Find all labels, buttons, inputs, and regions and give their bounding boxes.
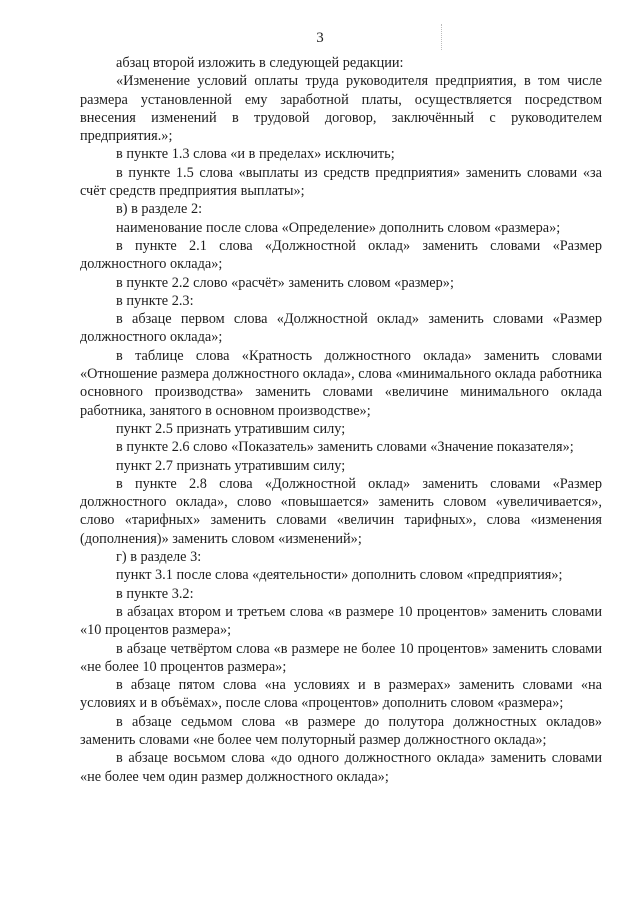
paragraph: в абзаце пятом слова «на условиях и в размерах» заменить словами «на условиях и в объёмах», после слова «процентов» дополнить словом «размера»; xyxy=(80,677,602,712)
paragraph: пункт 2.5 признать утратившим силу; xyxy=(116,420,346,437)
paragraph: в пункте 2.3: xyxy=(116,292,194,309)
paragraph: в пункте 2.8 слова «Должностной оклад» заменить словами «Размер должностного оклада», слово «повышается» заменить словом «увеличивается», слово «тарифных» заменить словами «величин тарифных», слова «изменения (дополнения)» заменить словом «изменений»; xyxy=(80,475,602,547)
paragraph: абзац второй изложить в следующей редакции: xyxy=(116,55,404,71)
paragraph: в пункте 2.1 слова «Должностной оклад» заменить словами «Размер должностного оклада»; xyxy=(80,237,602,273)
paragraph: в абзаце восьмом слова «до одного должностного оклада» заменить словами «не более чем один размер должностного оклада»; xyxy=(80,750,602,785)
paragraph: пункт 2.7 признать утратившим силу; xyxy=(116,457,346,474)
paragraph: наименование после слова «Определение» дополнить словом «размера»; xyxy=(116,219,561,236)
paragraph: в пункте 1.3 слова «и в пределах» исключить; xyxy=(116,146,395,163)
paragraph: в абзаце четвёртом слова «в размере не более 10 процентов» заменить словами «не более 10 процентов размера»; xyxy=(80,640,602,675)
paragraph: в) в разделе 2: xyxy=(116,201,203,218)
paragraph: в абзаце седьмом слова «в размере до полутора должностных окладов» заменить словами «не более чем полуторный размер должностного оклада»; xyxy=(80,713,602,748)
paragraph: пункт 3.1 после слова «деятельности» дополнить словом «предприятия»; xyxy=(116,567,563,584)
paragraph: г) в разделе 3: xyxy=(116,549,202,566)
paragraph: в абзацах втором и третьем слова «в размере 10 процентов» заменить словами «10 процентов размера»; xyxy=(80,603,602,639)
paragraph: в пункте 1.5 слова «выплаты из средств предприятия» заменить словами «за счёт средств предприятия выплаты»; xyxy=(80,164,602,200)
document-body xyxy=(80,54,602,786)
paragraph: в абзаце первом слова «Должностной оклад» заменить словами «Размер должностного оклада»; xyxy=(80,311,602,346)
paragraph: в пункте 3.2: xyxy=(116,585,194,602)
paragraph: в пункте 2.6 слово «Показатель» заменить словами «Значение показателя»; xyxy=(116,439,574,456)
paragraph: «Изменение условий оплаты труда руководителя предприятия, в том числе размера установленной ему заработной платы, осуществляется посредством внесения изменений в трудовой договор, заключённый с руководителем предприятия.»; xyxy=(80,73,602,145)
paragraph: в таблице слова «Кратность должностного оклада» заменить словами «Отношение размера должностного оклада», слова «минимального оклада работника основного производства» заменить словами «величине минимального оклада работника, занятого в основном производстве»; xyxy=(80,347,602,419)
page-number: 3 xyxy=(316,30,324,46)
paragraph: в пункте 2.2 слово «расчёт» заменить словом «размер»; xyxy=(116,274,454,291)
